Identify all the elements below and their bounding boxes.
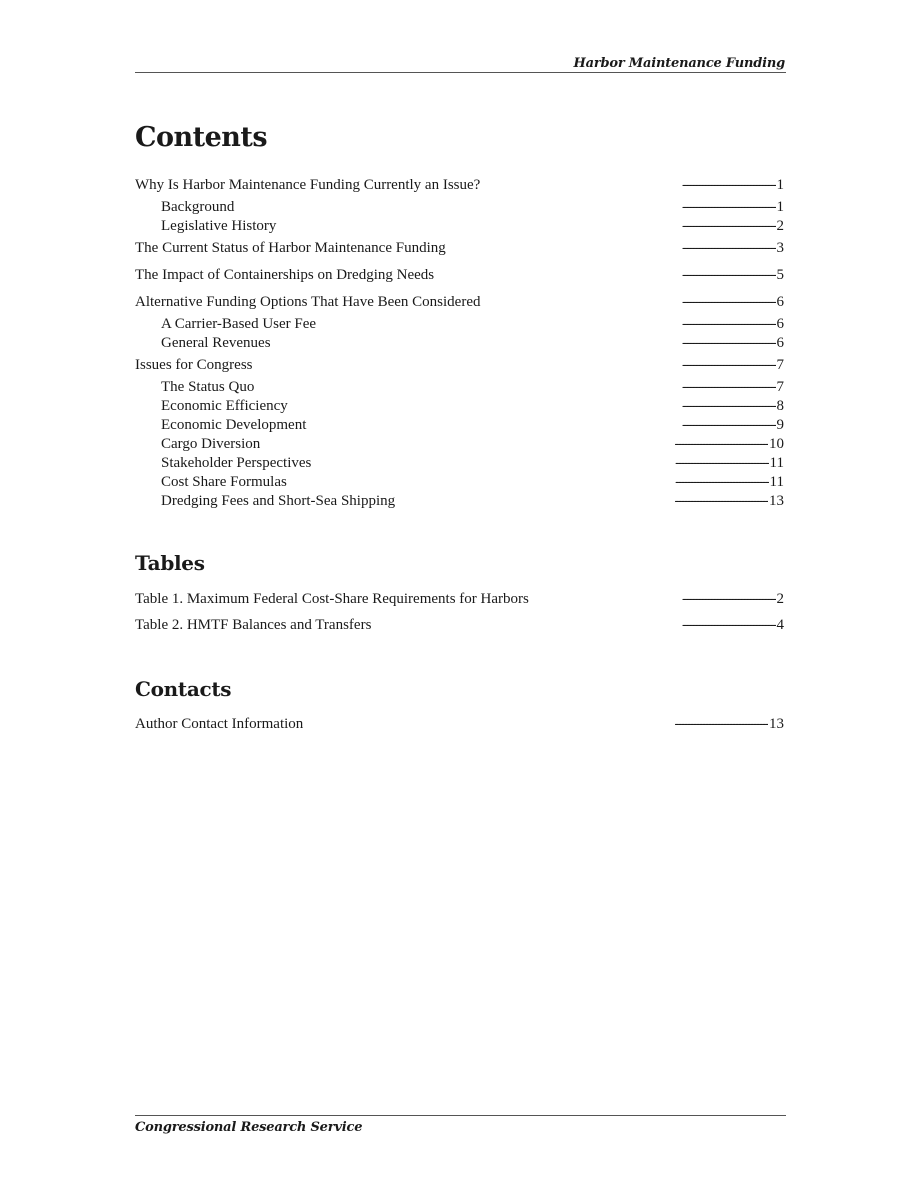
toc-leader-dots xyxy=(235,199,775,211)
toc-entry[interactable] xyxy=(135,266,784,285)
toc-entry[interactable] xyxy=(135,239,784,258)
toc-leader-dots xyxy=(254,357,776,369)
toc-entry-page: 10 xyxy=(769,436,784,452)
toc-entry[interactable] xyxy=(135,590,784,609)
toc-leader-dots xyxy=(317,316,775,328)
toc-leader-dots xyxy=(482,294,776,306)
toc-entry-label: Issues for Congress xyxy=(135,357,253,373)
toc-leader-dots xyxy=(372,617,775,629)
toc-entry-page: 5 xyxy=(776,267,784,283)
toc-entry-label: Table 2. HMTF Balances and Transfers xyxy=(135,617,372,633)
toc-entry[interactable] xyxy=(135,397,784,416)
contacts-list xyxy=(135,715,784,734)
toc-entry[interactable] xyxy=(135,176,784,195)
toc-leader-dots xyxy=(435,267,775,279)
toc-leader-dots xyxy=(255,379,775,391)
toc-entry-label: Table 1. Maximum Federal Cost-Share Requirements for Harbors xyxy=(135,591,529,607)
toc-entry[interactable] xyxy=(135,334,784,353)
toc-entry-page: 1 xyxy=(776,177,784,193)
toc-leader-dots xyxy=(396,493,768,505)
toc-entry[interactable] xyxy=(135,616,784,635)
toc-entry-page: 7 xyxy=(776,357,784,373)
toc-leader-dots xyxy=(304,716,768,728)
toc-entry[interactable] xyxy=(135,435,784,454)
tables-list xyxy=(135,590,784,635)
toc-entry-page: 13 xyxy=(769,716,784,732)
toc-entry-page: 2 xyxy=(776,218,784,234)
toc-leader-dots xyxy=(530,591,776,603)
footer-rule xyxy=(135,1115,786,1116)
toc-entry[interactable] xyxy=(135,378,784,397)
toc-entry-page: 4 xyxy=(776,617,784,633)
contacts-heading: Contacts xyxy=(135,677,232,701)
toc-leader-dots xyxy=(289,398,776,410)
tables-heading: Tables xyxy=(135,551,205,575)
toc-entry-page: 13 xyxy=(769,493,784,509)
toc-entry[interactable] xyxy=(135,198,784,217)
toc-entry-label: Why Is Harbor Maintenance Funding Currently an Issue? xyxy=(135,177,481,193)
toc-entry-label: Stakeholder Perspectives xyxy=(161,455,312,471)
toc-entry-label: Alternative Funding Options That Have Been Considered xyxy=(135,294,481,310)
toc-leader-dots xyxy=(447,240,776,252)
toc-entry-label: The Status Quo xyxy=(161,379,255,395)
toc-leader-dots xyxy=(312,455,768,467)
toc-entry-label: Dredging Fees and Short-Sea Shipping xyxy=(161,493,396,509)
toc-entry-label: Author Contact Information xyxy=(135,716,304,732)
toc-entry[interactable] xyxy=(135,416,784,435)
toc-entry-page: 7 xyxy=(776,379,784,395)
toc-entry-label: Cost Share Formulas xyxy=(161,474,287,490)
toc-entry[interactable] xyxy=(135,217,784,236)
toc-leader-dots xyxy=(288,474,769,486)
toc-entry[interactable] xyxy=(135,492,784,511)
contents-heading: Contents xyxy=(135,122,268,153)
toc-entry-page: 11 xyxy=(769,455,784,471)
toc-leader-dots xyxy=(481,177,775,189)
toc-leader-dots xyxy=(307,417,775,429)
toc-entry-label: Legislative History xyxy=(161,218,277,234)
running-header: Harbor Maintenance Funding xyxy=(573,56,785,71)
toc-entry-page: 9 xyxy=(776,417,784,433)
running-footer: Congressional Research Service xyxy=(135,1120,363,1135)
toc-entry-label: Economic Development xyxy=(161,417,307,433)
toc-entry-label: Economic Efficiency xyxy=(161,398,288,414)
toc-entry-page: 1 xyxy=(776,199,784,215)
toc-entry-page: 8 xyxy=(776,398,784,414)
header-rule xyxy=(135,72,786,73)
toc-entry-page: 11 xyxy=(769,474,784,490)
toc-entry-page: 3 xyxy=(776,240,784,256)
contents-list xyxy=(135,176,784,511)
toc-entry-label: A Carrier-Based User Fee xyxy=(161,316,317,332)
toc-entry-page: 2 xyxy=(776,591,784,607)
toc-entry[interactable] xyxy=(135,356,784,375)
toc-entry-page: 6 xyxy=(776,316,784,332)
toc-entry-label: The Current Status of Harbor Maintenance Funding xyxy=(135,240,446,256)
toc-entry-page: 6 xyxy=(776,335,784,351)
toc-entry-label: Background xyxy=(161,199,235,215)
toc-leader-dots xyxy=(277,218,775,230)
toc-entry-label: General Revenues xyxy=(161,335,271,351)
toc-entry-label: Cargo Diversion xyxy=(161,436,261,452)
toc-entry[interactable] xyxy=(135,454,784,473)
toc-entry[interactable] xyxy=(135,473,784,492)
toc-leader-dots xyxy=(272,335,776,347)
toc-leader-dots xyxy=(261,436,768,448)
toc-entry[interactable] xyxy=(135,293,784,312)
toc-entry[interactable] xyxy=(135,715,784,734)
toc-entry-label: The Impact of Containerships on Dredging Needs xyxy=(135,267,435,283)
toc-entry-page: 6 xyxy=(776,294,784,310)
toc-entry[interactable] xyxy=(135,315,784,334)
